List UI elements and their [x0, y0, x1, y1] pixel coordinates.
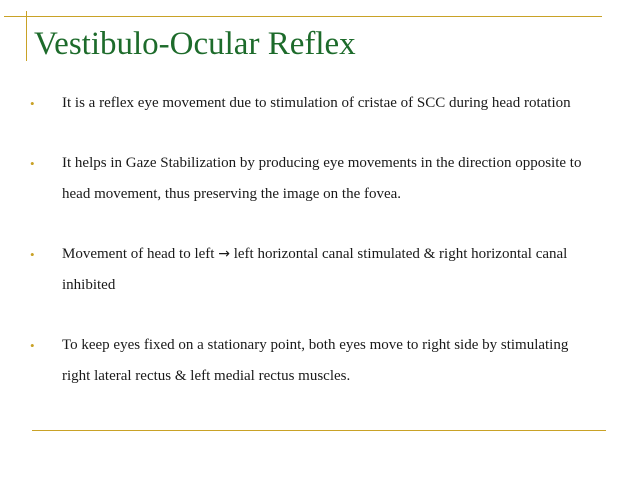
bullet-marker-icon: •	[30, 338, 35, 353]
bullet-marker-icon: •	[30, 156, 35, 171]
right-arrow-icon: →	[218, 246, 230, 262]
title-left-rule	[26, 11, 27, 61]
bullet-text-3-after: left horizontal canal stimulated & right horizontal canal inhibited	[62, 246, 568, 293]
bullet-text-2: It helps in Gaze Stabilization by producing eye movements in the direction opposite to head movement, thus preserving the image on the fovea.	[62, 155, 582, 202]
slide-title: Vestibulo-Ocular Reflex	[34, 26, 356, 62]
bullet-text-4: To keep eyes fixed on a stationary point, both eyes move to right side by stimulating right lateral rectus & left medial rectus muscles.	[62, 337, 569, 384]
bottom-rule	[32, 430, 606, 431]
bullet-marker-icon: •	[30, 247, 35, 262]
bullet-item-1	[30, 88, 600, 119]
bullet-marker-icon: •	[30, 96, 35, 111]
bullet-text-1: It is a reflex eye movement due to stimulation of cristae of SCC during head rotation	[62, 95, 571, 111]
bullet-item-4	[30, 330, 600, 392]
bullet-text-3-before: Movement of head to left	[62, 246, 219, 262]
title-top-rule	[4, 16, 602, 17]
bullet-item-2	[30, 148, 600, 210]
bullet-list	[30, 88, 600, 392]
bullet-item-3	[30, 239, 600, 301]
